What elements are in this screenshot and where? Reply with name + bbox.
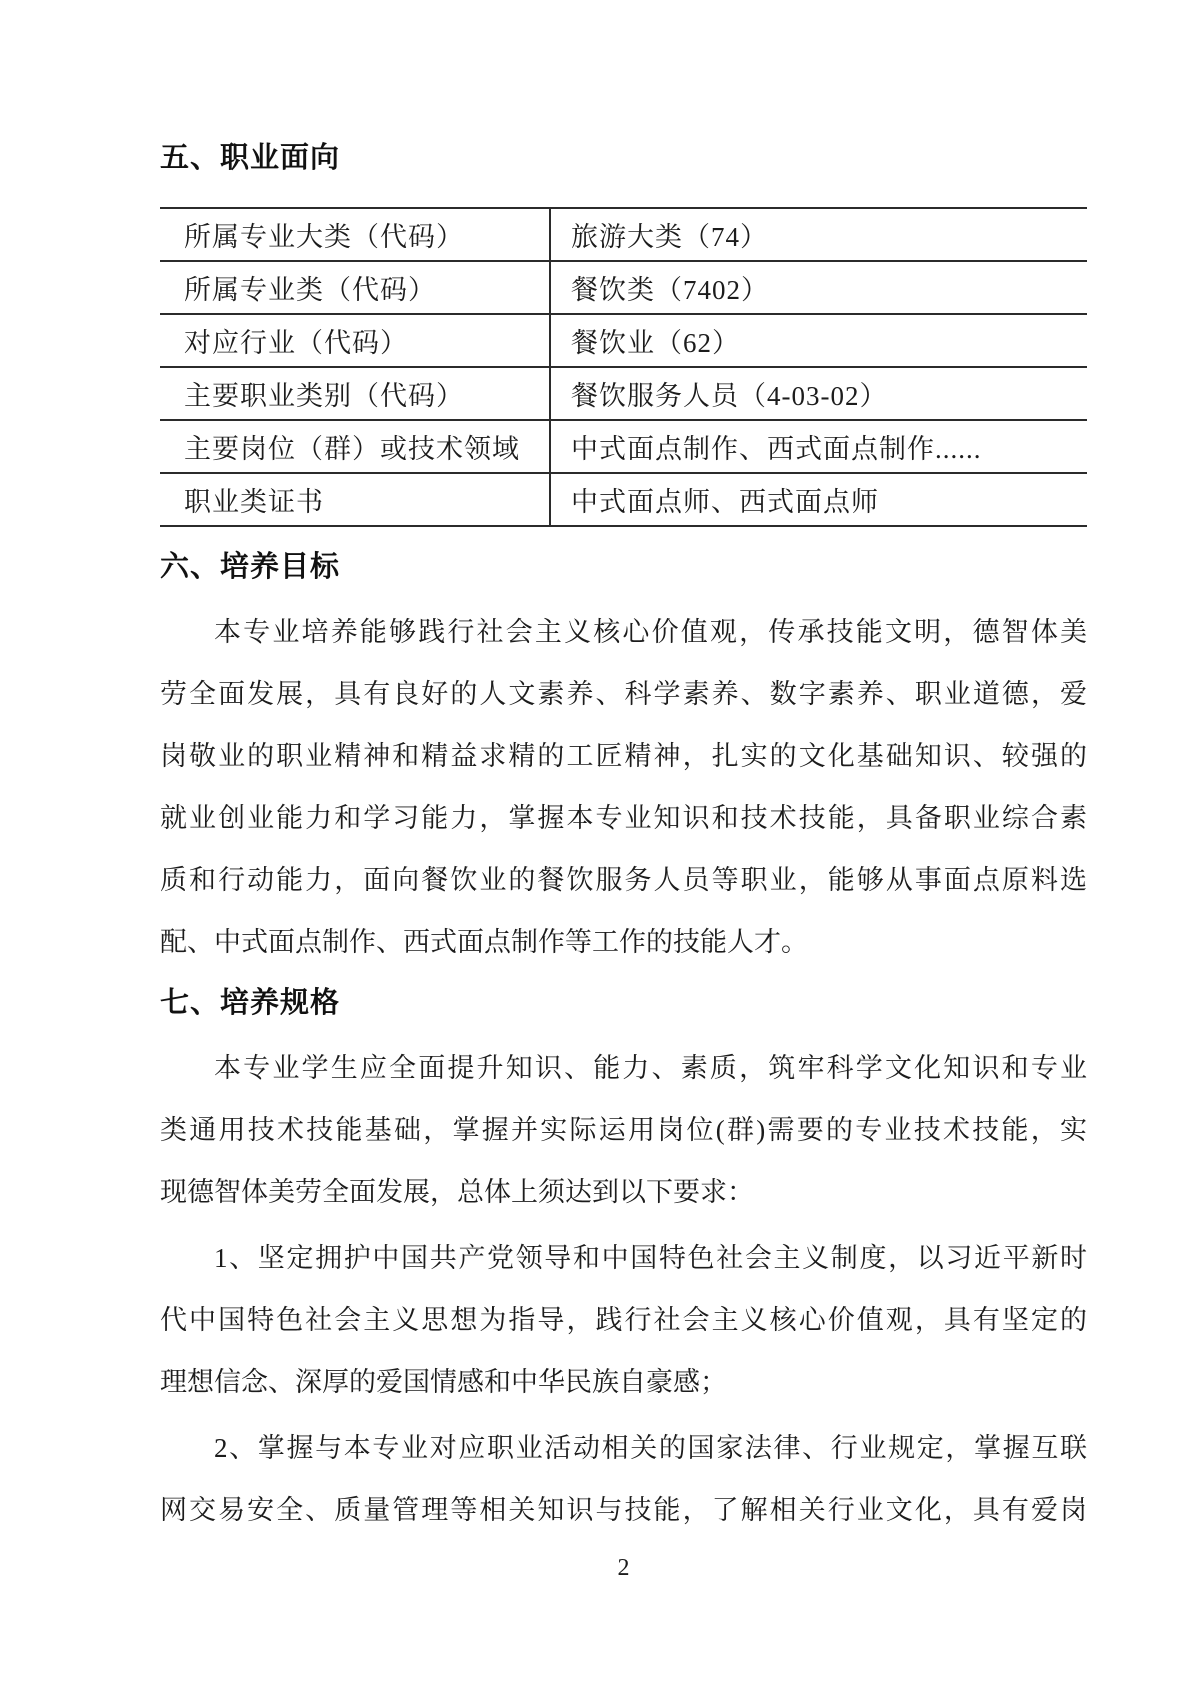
row-label: 所属专业类（代码） [160, 262, 551, 313]
row-value: 餐饮类（7402） [571, 275, 769, 305]
paragraph-line: 现德智体美劳全面发展，总体上须达到以下要求： [160, 1177, 754, 1207]
spec-item-2 [160, 1417, 1087, 1541]
goal-paragraph [160, 601, 1087, 973]
career-table [160, 207, 1087, 527]
spec-item-1 [160, 1227, 1087, 1413]
table-row [160, 315, 1087, 368]
section-heading-career: 五、职业面向 [160, 142, 341, 174]
table-row [160, 421, 1087, 474]
spec-intro-paragraph [160, 1037, 1087, 1223]
paragraph-line: 岗敬业的职业精神和精益求精的工匠精神，扎实的文化基础知识、较强的 [160, 741, 1087, 771]
paragraph-line: 类通用技术技能基础，掌握并实际运用岗位(群)需要的专业技术技能，实 [160, 1115, 1087, 1145]
paragraph-line: 就业创业能力和学习能力，掌握本专业知识和技术技能，具备职业综合素 [160, 803, 1087, 833]
table-row [160, 474, 1087, 527]
page-number: 2 [617, 1555, 630, 1581]
row-value: 旅游大类（74） [571, 222, 768, 252]
paragraph-line: 2、掌握与本专业对应职业活动相关的国家法律、行业规定，掌握互联 [214, 1433, 1087, 1463]
paragraph-line: 本专业培养能够践行社会主义核心价值观，传承技能文明，德智体美 [214, 617, 1087, 647]
paragraph-line: 配、中式面点制作、西式面点制作等工作的技能人才。 [160, 927, 808, 957]
row-label: 主要岗位（群）或技术领域 [160, 421, 551, 472]
paragraph-line: 本专业学生应全面提升知识、能力、素质，筑牢科学文化知识和专业 [214, 1053, 1087, 1083]
row-value: 餐饮服务人员（4-03-02） [571, 381, 888, 411]
table-row [160, 262, 1087, 315]
paragraph-line: 质和行动能力，面向餐饮业的餐饮服务人员等职业，能够从事面点原料选 [160, 865, 1087, 895]
row-label: 主要职业类别（代码） [160, 368, 551, 419]
section-heading-spec: 七、培养规格 [160, 987, 341, 1019]
row-label: 职业类证书 [160, 474, 551, 525]
row-label: 对应行业（代码） [160, 315, 551, 366]
row-label: 所属专业大类（代码） [160, 209, 551, 260]
table-row [160, 209, 1087, 262]
row-value: 餐饮业（62） [571, 328, 740, 358]
paragraph-line: 1、坚定拥护中国共产党领导和中国特色社会主义制度，以习近平新时 [214, 1243, 1087, 1273]
paragraph-line: 代中国特色社会主义思想为指导，践行社会主义核心价值观，具有坚定的 [160, 1305, 1087, 1335]
row-value: 中式面点制作、西式面点制作...... [571, 434, 982, 464]
paragraph-line: 理想信念、深厚的爱国情感和中华民族自豪感； [160, 1367, 727, 1397]
row-value: 中式面点师、西式面点师 [571, 487, 879, 517]
paragraph-line: 劳全面发展，具有良好的人文素养、科学素养、数字素养、职业道德，爱 [160, 679, 1087, 709]
section-heading-goal: 六、培养目标 [160, 551, 341, 583]
table-row [160, 368, 1087, 421]
paragraph-line: 网交易安全、质量管理等相关知识与技能，了解相关行业文化，具有爱岗 [160, 1495, 1087, 1525]
